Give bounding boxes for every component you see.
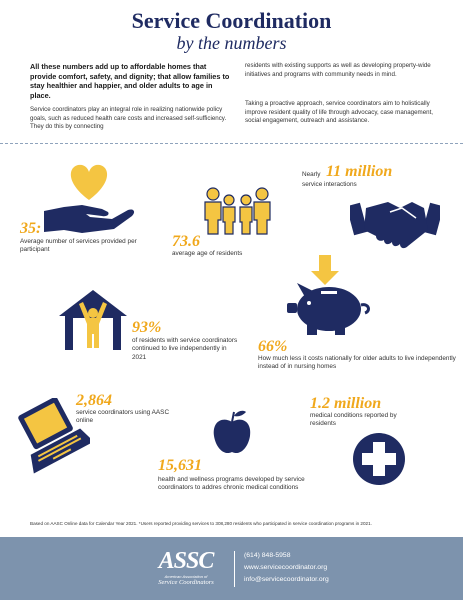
stat-interactions-prefix: Nearly: [302, 171, 321, 178]
intro-paragraph-2: residents with existing supports as well as developing property-wide initiatives and programs with community needs in mind.: [245, 62, 431, 78]
stat-interactions-value: 11 million: [326, 163, 393, 180]
stat-services-label: Average number of services provided per participant: [20, 238, 137, 254]
footnote: Based on AASC Online data for Calendar Year 2021. *Users reported providing services to 308,280 residents who participated in service coordination programs in 2021.: [30, 521, 372, 526]
stat-interactions-label: service interactions: [302, 181, 357, 188]
apple-icon: [212, 408, 252, 456]
stat-conditions-label: medical conditions reported by residents: [310, 412, 397, 428]
stat-cost-value: 66%: [258, 338, 288, 355]
logo-sub: American Association of: [164, 574, 208, 579]
stat-coordinators-value: 2,864: [76, 392, 112, 409]
footer-bar: [0, 537, 463, 600]
footer-website-link[interactable]: www.servicecoordinator.org: [244, 564, 328, 571]
stat-age-value: 73.6: [172, 233, 200, 250]
intro-paragraph-3: Taking a proactive approach, service coordinators aim to holistically improve resident quality of life through advocacy, case management, social engagement, outreach and assistance.: [245, 100, 434, 125]
family-icon: [200, 186, 275, 236]
stat-cost-label: How much less it costs nationally for older adults to live independently instead of in nursing homes: [258, 355, 456, 371]
logo-service-coordinators: Service Coordinators: [158, 579, 214, 586]
footer-email-link[interactable]: info@servicecoordinator.org: [244, 576, 329, 583]
footer-phone[interactable]: (614) 848-5958: [244, 552, 291, 559]
medical-cross-icon: [352, 432, 406, 486]
handshake-icon: [350, 190, 440, 252]
page-subtitle: by the numbers: [176, 33, 287, 53]
page-title: Service Coordination: [131, 8, 332, 33]
stat-coordinators-label: service coordinators using AASC online: [76, 409, 170, 425]
stat-age-label: average age of residents: [172, 250, 243, 257]
house-person-icon: [57, 288, 129, 352]
heart-hand-icon: [42, 155, 137, 240]
piggy-bank-icon: [285, 253, 375, 338]
logo-main: ASSC: [158, 548, 214, 574]
section-divider: [0, 143, 463, 144]
stat-services-value: 35:: [20, 220, 42, 237]
stat-independent-label: of residents with service coordinators continued to live independently in 2021: [132, 337, 238, 361]
intro-lead: All these numbers add up to affordable homes that provide comfort, safety, and dignity; that allow families to stay healthier and happier, and older adults to age in place.: [30, 62, 230, 100]
stat-programs-value: 15,631: [158, 457, 202, 474]
intro-paragraph-1: Service coordinators play an integral role in realizing nationwide policy goals, such as reduced health care costs and increased self-sufficiency. They do this by connecting: [30, 106, 227, 131]
stat-conditions-value: 1.2 million: [310, 395, 382, 412]
stat-independent-value: 93%: [132, 319, 162, 336]
stat-programs-label: health and wellness programs developed by service coordinators to addres chronic medical conditions: [158, 476, 305, 492]
footer-divider: [234, 551, 235, 587]
aasc-logo: [150, 548, 222, 586]
